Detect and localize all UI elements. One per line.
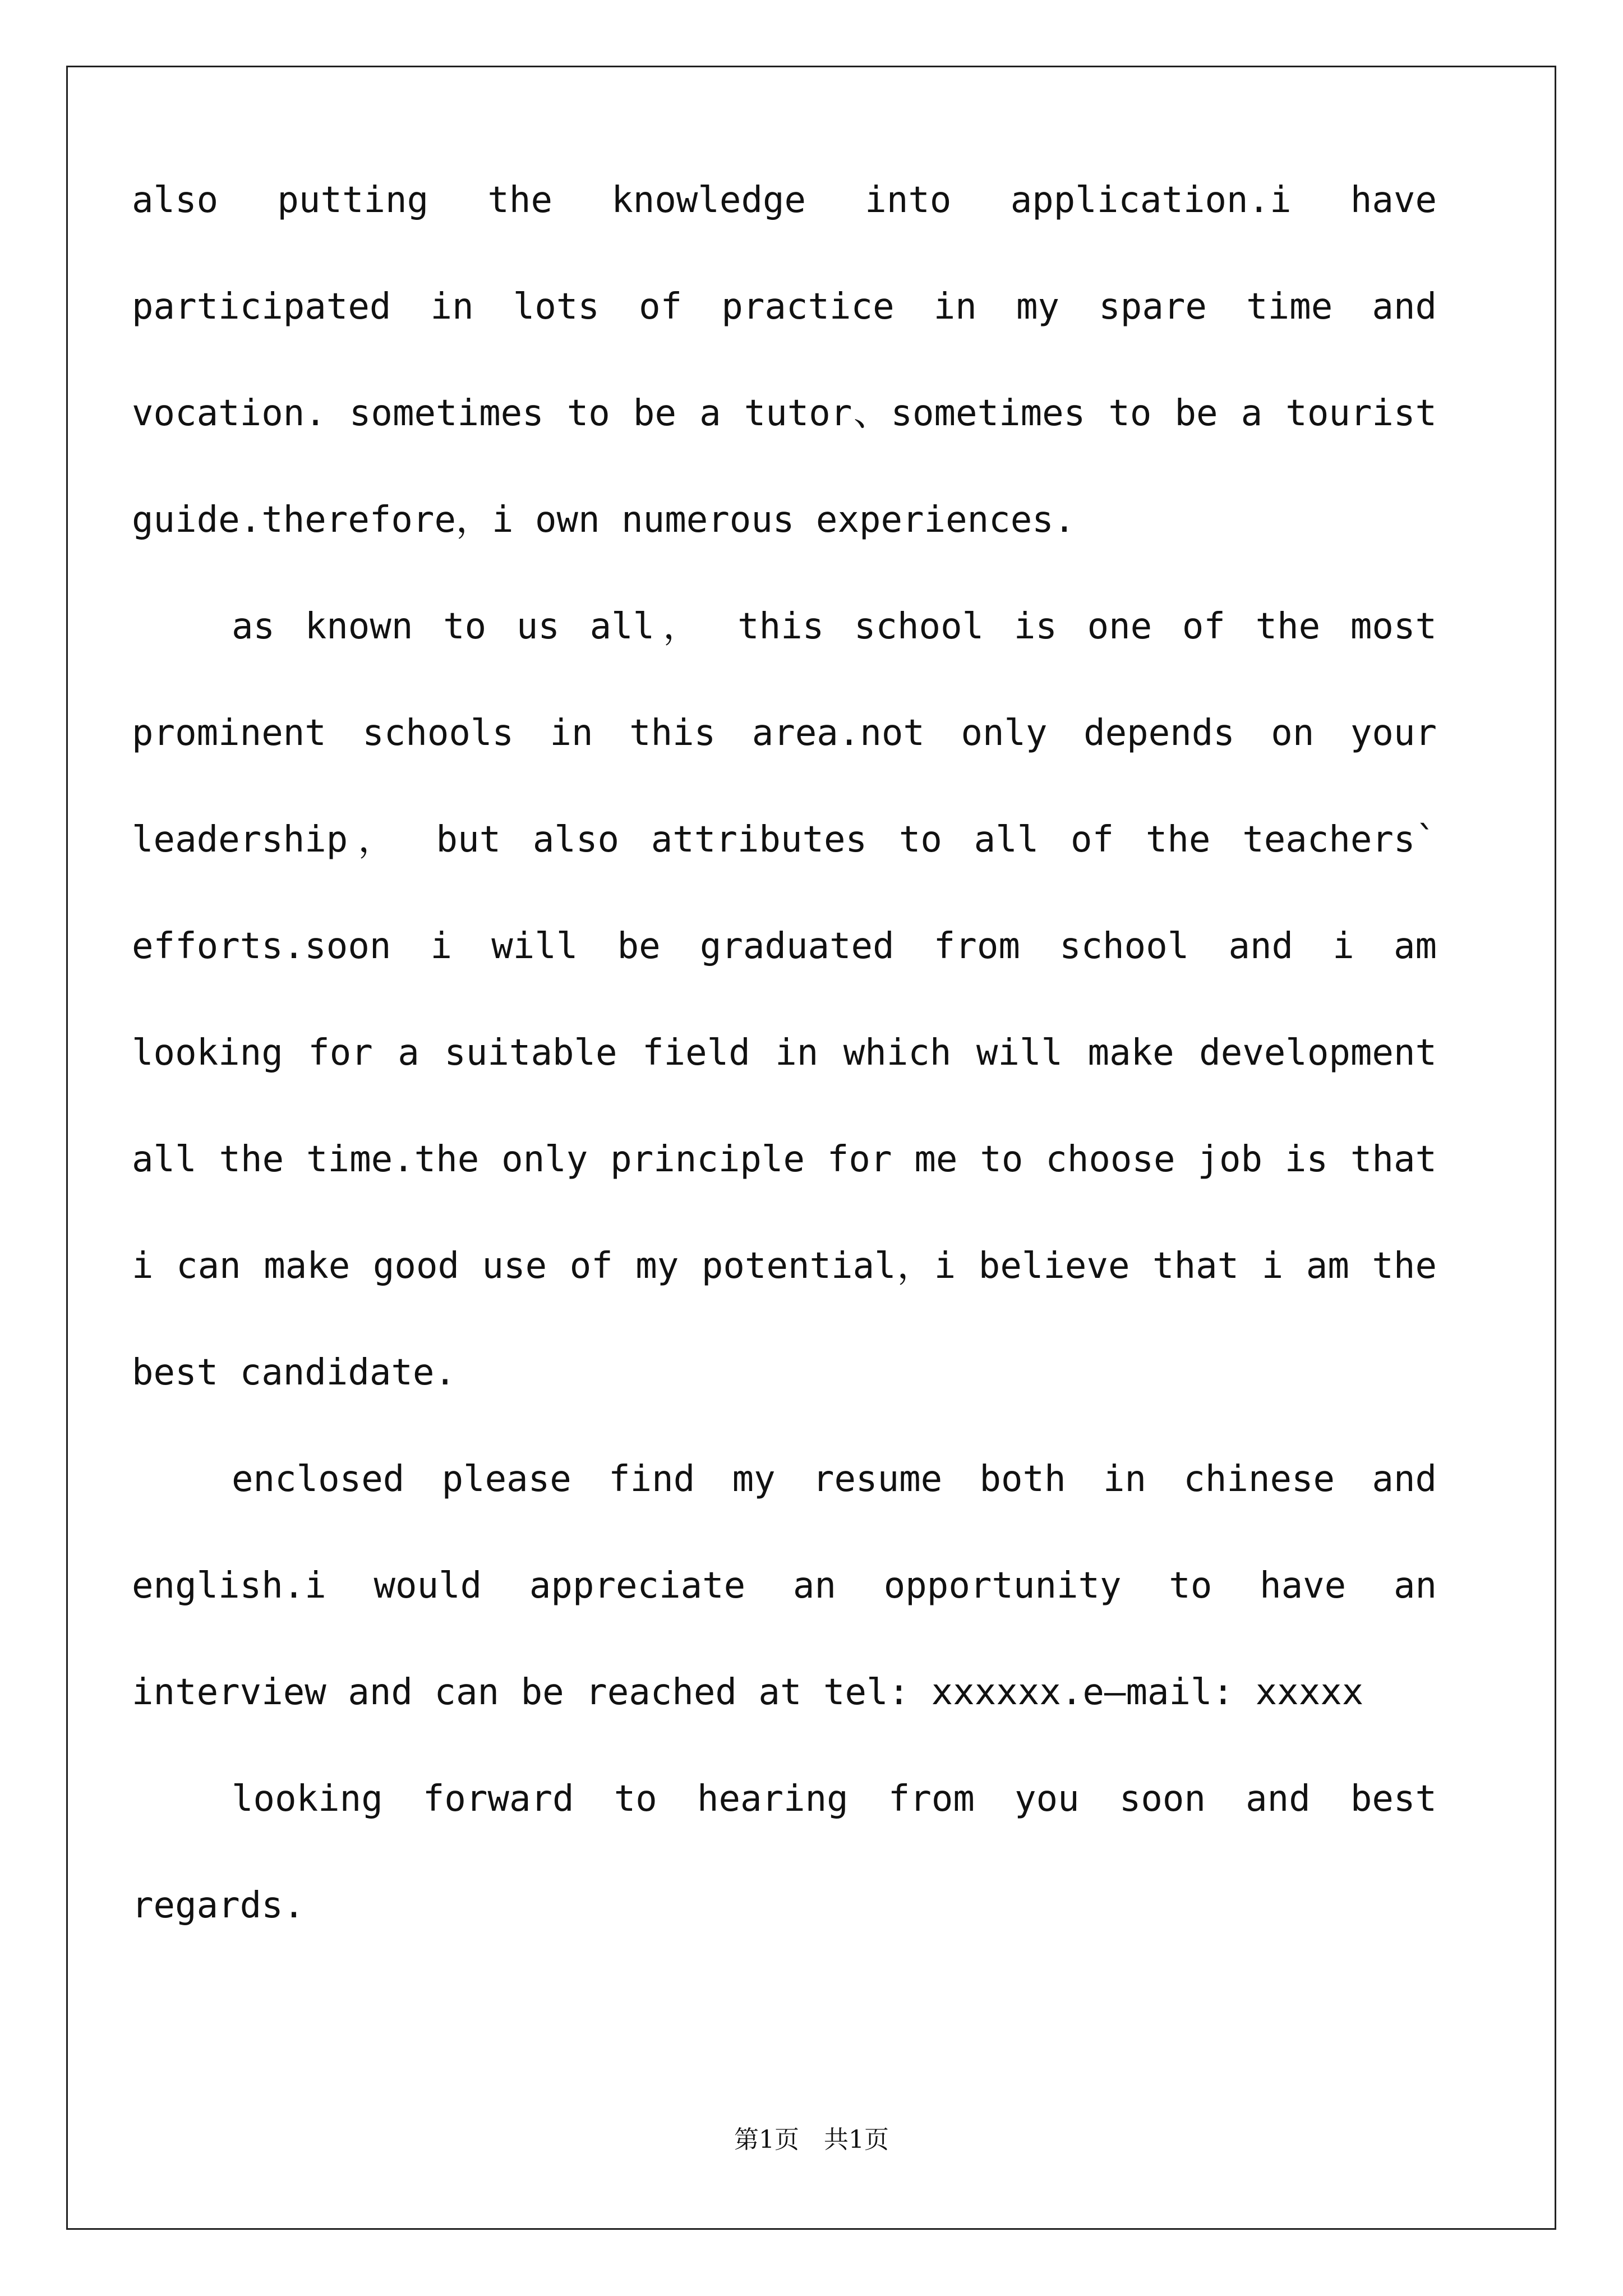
paragraph-1: also putting the knowledge into application.i have participated in lots of practice in my spare time and vocation. sometimes to be a tutor、sometimes to be a tourist guide.therefore，i own numerous experiences.	[132, 180, 1437, 541]
page-number-current: 第1页	[734, 2125, 799, 2154]
document-body	[132, 147, 1437, 1959]
paragraph-4: looking forward to hearing from you soon and best regards.	[132, 1778, 1437, 1926]
paragraph-3: enclosed please find my resume both in chinese and english.i would appreciate an opportunity to have an interview and can be reached at tel: xxxxxx.e—mail: xxxxx	[132, 1458, 1437, 1713]
page-number-total: 共1页	[824, 2125, 889, 2154]
paragraph-2: as known to us all， this school is one of the most prominent schools in this area.not only depends on your leadership， but also attributes to all of the teachers` efforts.soon i will be graduated from school and i am looking for a suitable field in which will make development all the time.the only principle for me to choose job is that i can make good use of my potential，i believe that i am the best candidate.	[132, 606, 1437, 1393]
page-footer	[0, 2123, 1623, 2157]
